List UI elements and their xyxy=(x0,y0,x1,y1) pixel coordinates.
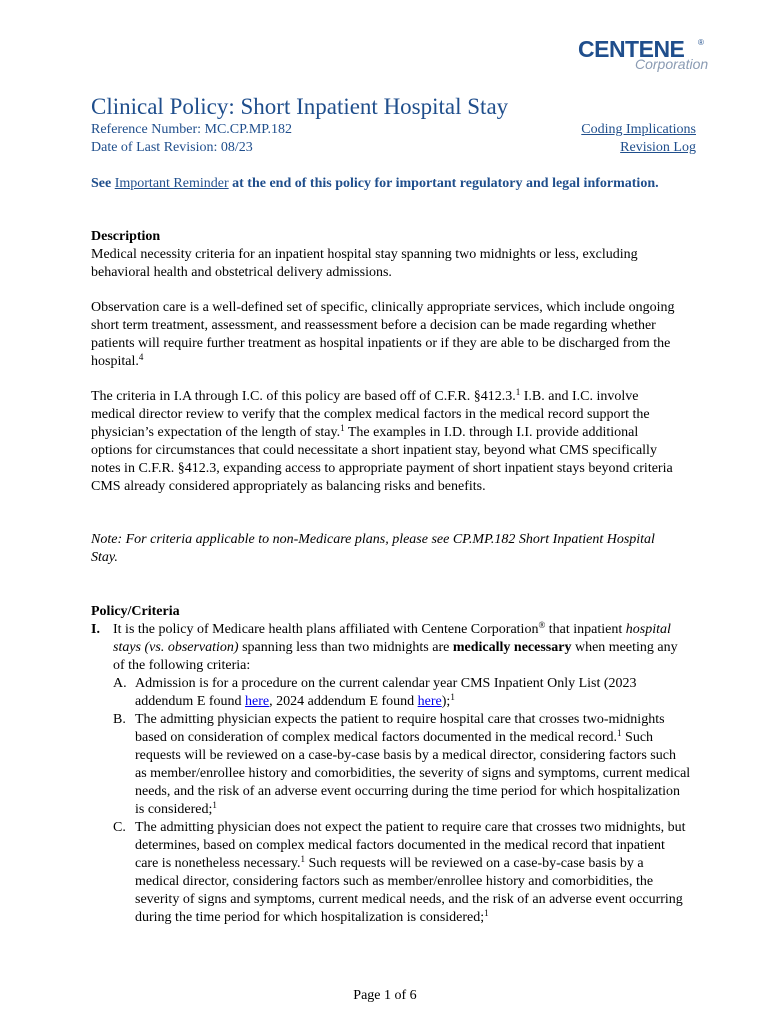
criteria-item-c xyxy=(113,819,691,927)
footnote-ref: 1 xyxy=(617,728,622,738)
description-section xyxy=(91,228,681,282)
footnote-ref: 1 xyxy=(340,423,345,433)
footnote-ref: 4 xyxy=(138,352,144,362)
logo-registered-mark: ® xyxy=(698,38,704,47)
criteria-text-3: The examples in I.D. through I.I. provide additional options for circumstances that could necessitate a short inpatient stay, beyond what CMS specifically notes in C.F.R. §412.3, expanding access to appropriate payment of short inpatient stays beyond criteria CMS already considered appropriately as balancing risks and benefits. xyxy=(91,425,673,494)
criteria-c-text: The admitting physician does not expect the patient to require care that crosses two midnights, but determines, based on complex medical factors documented in the medical record that inpatient care is nonetheless necessary. xyxy=(135,820,686,871)
addendum-2024-link[interactable]: here xyxy=(417,694,442,709)
policy-criteria-section xyxy=(91,603,691,927)
reminder-post: at the end of this policy for important regulatory and legal information. xyxy=(228,176,659,191)
centene-logo xyxy=(578,36,718,76)
criteria-text-1: The criteria in I.A through I.C. of this policy are based off of C.F.R. §412.3. xyxy=(91,389,516,404)
description-text: Medical necessity criteria for an inpatient hospital stay spanning two midnights or less, excluding behavioral health and obstetrical delivery admissions. xyxy=(91,247,638,280)
footnote-ref: 1 xyxy=(515,387,521,397)
registered-mark: ® xyxy=(538,620,546,630)
observation-paragraph xyxy=(91,299,681,371)
criteria-a-text: Admission is for a procedure on the current calendar year CMS Inpatient Only List (2023 addendum E found xyxy=(135,676,637,709)
reference-number: Reference Number: MC.CP.MP.182 xyxy=(91,122,293,137)
description-heading: Description xyxy=(91,229,161,244)
criteria-text xyxy=(135,711,691,819)
criteria-list xyxy=(113,675,691,927)
policy-meta xyxy=(91,121,292,157)
logo-subtitle: Corporation xyxy=(635,56,709,72)
criteria-paragraph xyxy=(91,388,681,496)
footnote-ref: 1 xyxy=(212,800,217,810)
criteria-a-text: ); xyxy=(441,694,451,709)
coding-implications-link[interactable]: Coding Implications xyxy=(581,122,696,137)
criteria-text-2: I.B. and I.C. involve medical director review to verify that the complex medical factors in the medical record support the physician’s expectation of the length of stay. xyxy=(91,389,650,440)
criteria-item-a xyxy=(113,675,691,711)
policy-heading: Policy/Criteria xyxy=(91,604,180,619)
item-letter: B. xyxy=(113,712,126,727)
revision-log-link[interactable]: Revision Log xyxy=(620,140,696,155)
intro-text: It is the policy of Medicare health plans affiliated with Centene Corporation xyxy=(113,622,539,637)
intro-text: spanning less than two midnights are xyxy=(238,640,453,655)
criteria-b-text: Such requests will be reviewed on a case-by-case basis by a medical director, considering factors such as member/enrollee history and comorbidities, the severity of signs and symptoms, current medical needs, and the risk of an adverse event occurring during the time period for which hospitalization is considered; xyxy=(135,730,691,817)
item-number: I. xyxy=(91,622,100,637)
footnote-ref: 1 xyxy=(300,854,305,864)
revision-date: Date of Last Revision: 08/23 xyxy=(91,140,253,155)
criteria-text xyxy=(135,819,691,927)
criteria-text xyxy=(135,675,691,711)
intro-bold: medically necessary xyxy=(452,640,572,655)
page-title: Clinical Policy: Short Inpatient Hospital Stay xyxy=(91,94,509,119)
item-letter: C. xyxy=(113,820,126,835)
footnote-ref: 1 xyxy=(484,908,489,918)
note-paragraph: Note: For criteria applicable to non-Medicare plans, please see CP.MP.182 Short Inpatient Hospital Stay. xyxy=(91,532,655,565)
criteria-c-text: Such requests will be reviewed on a case-by-case basis by a medical director, considering factors such as member/enrollee history and comorbidities, the severity of signs and symptoms, current medical needs, and the risk of an adverse event occurring during the time period for which hospitalization is considered; xyxy=(135,856,683,925)
logo-name: CENTENE xyxy=(578,36,685,62)
criteria-item-b xyxy=(113,711,691,819)
reminder-pre: See xyxy=(91,176,115,191)
item-letter: A. xyxy=(113,676,127,691)
intro-italic: hospital stays (vs. observation) xyxy=(113,622,671,655)
policy-links xyxy=(581,121,696,157)
footnote-ref: 1 xyxy=(450,692,455,702)
important-reminder-link[interactable]: Important Reminder xyxy=(114,176,229,191)
criteria-b-text: The admitting physician expects the patient to require hospital care that crosses two-midnights based on consideration of complex medical factors documented in the medical record. xyxy=(135,712,665,745)
addendum-2023-link[interactable]: here xyxy=(245,694,270,709)
policy-item-I xyxy=(91,621,691,927)
intro-text: when meeting any of the following criteria: xyxy=(113,640,678,673)
observation-text: Observation care is a well-defined set of specific, clinically appropriate services, which include ongoing short term treatment, assessment, and reassessment before a decision can be made regarding whether patients will require further treatment as hospital inpatients or if they are able to be discharged from the hospital. xyxy=(91,300,675,369)
page-number: Page 1 of 6 xyxy=(353,988,417,1003)
criteria-a-text: , 2024 addendum E found xyxy=(269,694,418,709)
intro-text: that inpatient xyxy=(545,622,626,637)
important-reminder-notice xyxy=(91,175,681,193)
policy-intro xyxy=(113,621,691,675)
